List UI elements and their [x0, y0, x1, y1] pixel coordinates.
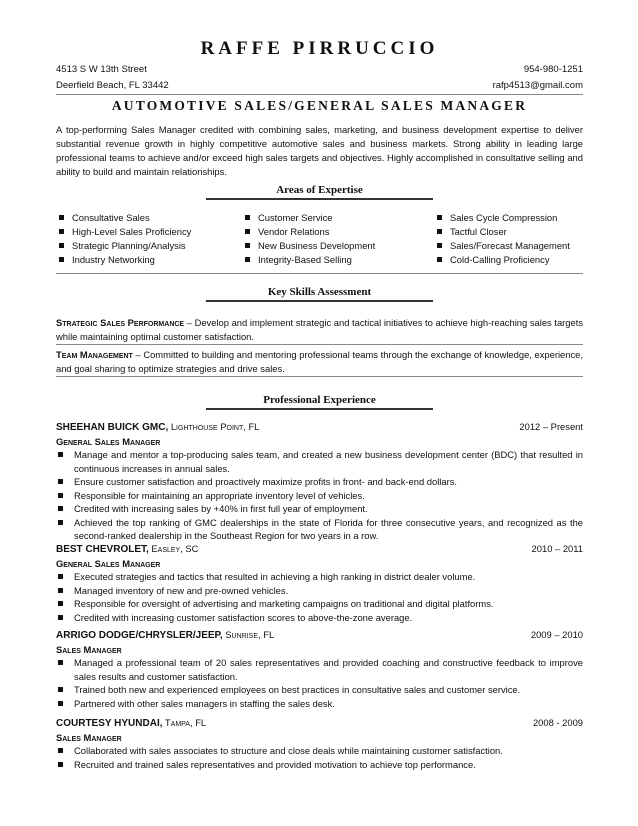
expertise-item: Customer Service	[245, 211, 375, 225]
list-item: Trained both new and experienced employees on best practices in consultative sales and customer service.	[56, 683, 583, 697]
bullet-icon	[58, 762, 63, 767]
expertise-column-3	[437, 211, 570, 267]
expertise-item: Cold-Calling Proficiency	[437, 253, 570, 267]
bullet-icon	[58, 687, 63, 692]
expertise-item: High-Level Sales Proficiency	[59, 225, 191, 239]
bullet-icon	[58, 506, 63, 511]
bullet-icon	[58, 452, 63, 457]
expertise-item: Vendor Relations	[245, 225, 375, 239]
list-item: Recruited and trained sales representatives and provided motivation to achieve top performance.	[56, 758, 583, 772]
expertise-item: Strategic Planning/Analysis	[59, 239, 191, 253]
expertise-heading: Areas of Expertise	[276, 184, 363, 196]
company-location: Easley, SC	[148, 543, 199, 554]
job-arrigo	[56, 628, 583, 710]
skill-label: Strategic Sales Performance	[56, 317, 185, 328]
job-courtesy-hyundai	[56, 716, 583, 771]
contact-row-1	[56, 64, 583, 75]
company-name: ARRIGO DODGE/CHRYSLER/JEEP,	[56, 630, 223, 641]
expertise-column-2	[245, 211, 375, 267]
expertise-item: Consultative Sales	[59, 211, 191, 225]
skill-strategic-sales	[56, 316, 583, 344]
bullet-icon	[437, 243, 442, 248]
resume-title: AUTOMOTIVE SALES/GENERAL SALES MANAGER	[111, 98, 528, 113]
list-item: Executed strategies and tactics that resulted in achieving a high ranking in district dealer volume.	[56, 570, 583, 584]
expertise-divider	[56, 273, 583, 274]
bullet-icon	[58, 574, 63, 579]
address-line-2: Deerfield Beach, FL 33442	[56, 80, 169, 91]
skills-heading: Key Skills Assessment	[267, 286, 372, 298]
expertise-item: Integrity-Based Selling	[245, 253, 375, 267]
bullet-icon	[245, 229, 250, 234]
expertise-item: Sales/Forecast Management	[437, 239, 570, 253]
skill-text: – Committed to building and mentoring professional teams through the exchange of knowledge, experience, and goal sharing to optimize strategies and drive sales.	[56, 349, 583, 374]
job-role: General Sales Manager	[56, 435, 161, 447]
expertise-item: New Business Development	[245, 239, 375, 253]
skill-label: Team Management	[56, 349, 133, 360]
expertise-item: Sales Cycle Compression	[437, 211, 570, 225]
company-name: COURTESY HYUNDAI,	[56, 718, 163, 729]
list-item: Credited with increasing customer satisfaction scores to above-the-zone average.	[56, 611, 583, 625]
company-location: Lighthouse Point, FL	[168, 421, 260, 432]
list-item: Collaborated with sales associates to structure and close deals while maintaining customer satisfaction.	[56, 744, 583, 758]
header-divider	[56, 94, 583, 95]
bullet-icon	[59, 215, 64, 220]
bullet-icon	[245, 215, 250, 220]
candidate-name: RAFFE PIRRUCCIO	[200, 38, 439, 59]
skill-text: – Develop and implement strategic and tactical initiatives to achieve high-reaching sales targets while maintaining optimal customer satisfaction.	[56, 317, 584, 342]
expertise-column-1	[59, 211, 191, 267]
bullet-icon	[58, 660, 63, 665]
company-name: BEST CHEVROLET,	[56, 544, 149, 555]
bullet-icon	[245, 257, 250, 262]
company-location: Tampa, FL	[162, 717, 207, 728]
experience-heading: Professional Experience	[263, 394, 376, 406]
company-location: Sunrise, FL	[222, 629, 275, 640]
bullet-icon	[437, 215, 442, 220]
job-dates: 2009 – 2010	[530, 629, 583, 640]
bullet-icon	[437, 257, 442, 262]
list-item: Responsible for maintaining an appropriate inventory level of vehicles.	[56, 489, 583, 503]
bullet-icon	[59, 257, 64, 262]
bullet-icon	[58, 701, 63, 706]
email: rafp4513@gmail.com	[492, 80, 583, 91]
job-role: General Sales Manager	[56, 557, 161, 569]
job-sheehan	[56, 420, 583, 543]
job-dates: 2010 – 2011	[531, 543, 583, 554]
skills-heading-rule	[206, 300, 433, 302]
contact-row-2	[56, 80, 583, 91]
list-item: Managed a professional team of 20 sales representatives and provided coaching and constructive feedback to improve sales results and customer satisfaction.	[56, 656, 583, 683]
experience-heading-rule	[206, 408, 433, 410]
phone: 954-980-1251	[523, 64, 583, 75]
expertise-item: Tactful Closer	[437, 225, 570, 239]
list-item: Responsible for oversight of advertising and marketing campaigns on traditional and digital platforms.	[56, 597, 583, 611]
expertise-item: Industry Networking	[59, 253, 191, 267]
bullet-icon	[58, 493, 63, 498]
bullet-icon	[58, 601, 63, 606]
address-line-1: 4513 S W 13th Street	[56, 64, 147, 75]
list-item: Achieved the top ranking of GMC dealerships in the state of Florida for three consecutive years, and recognized as the second-ranked dealership in the Southeast Region for two years in a row.	[56, 516, 583, 543]
bullet-icon	[58, 520, 63, 525]
skills-divider	[56, 376, 583, 377]
bullet-icon	[58, 748, 63, 753]
bullet-icon	[59, 243, 64, 248]
bullet-icon	[58, 479, 63, 484]
summary: A top-performing Sales Manager credited with combining sales, marketing, and business development expertise to deliver substantial revenue growth in highly competitive automotive sales and business markets. Strong ability in leading large professional teams to achieve and/or exceed high sales targets and objectives. Highly accomplished in consultative selling and ability to build and maintain relationships.	[56, 124, 583, 177]
job-dates: 2008 - 2009	[532, 717, 583, 728]
skill-team-management	[56, 348, 583, 376]
bullet-icon	[245, 243, 250, 248]
expertise-heading-rule	[206, 198, 433, 200]
job-role: Sales Manager	[56, 643, 122, 655]
job-best-chevrolet	[56, 542, 583, 624]
bullet-icon	[58, 615, 63, 620]
list-item: Managed inventory of new and pre-owned vehicles.	[56, 584, 583, 598]
bullet-icon	[437, 229, 442, 234]
list-item: Ensure customer satisfaction and proactively maximize profits in front- and back-end dollars.	[56, 475, 583, 489]
job-role: Sales Manager	[56, 731, 122, 743]
list-item: Manage and mentor a top-producing sales team, and created a new business development center (BDC) that resulted in continuous increases in annual sales.	[56, 448, 583, 475]
bullet-icon	[59, 229, 64, 234]
skill-divider	[56, 344, 583, 345]
job-dates: 2012 – Present	[519, 421, 583, 432]
bullet-icon	[58, 588, 63, 593]
list-item: Partnered with other sales managers in staffing the sales desk.	[56, 697, 583, 711]
list-item: Credited with increasing sales by +40% in first full year of employment.	[56, 502, 583, 516]
company-name: SHEEHAN BUICK GMC,	[56, 422, 169, 433]
